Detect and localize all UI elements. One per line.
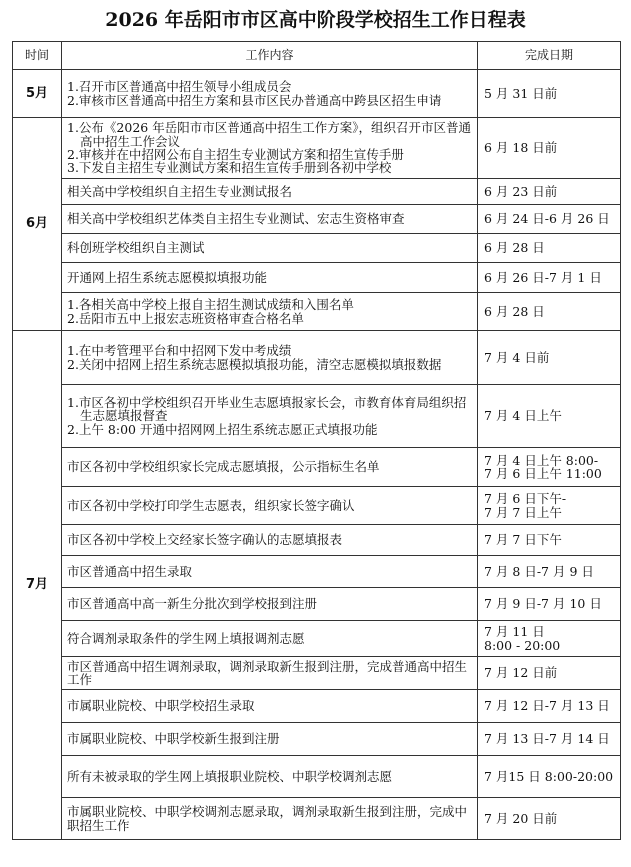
- table-row: [13, 723, 621, 756]
- work-item: 市区各初中学校组织家长完成志愿填报，公示指标生名单: [67, 459, 380, 475]
- completion-date-cell: [478, 448, 621, 487]
- table-row: [13, 70, 621, 118]
- completion-date: 6 月 18 日前: [484, 140, 558, 156]
- completion-date-cell: [478, 588, 621, 621]
- completion-date: 7 月 12 日-7 月 13 日: [484, 698, 610, 714]
- work-item: 开通网上招生系统志愿模拟填报功能: [67, 269, 268, 285]
- work-item: 1.市区各初中学校组织召开毕业生志愿填报家长会，市教育体育局组织招生志愿填报督查: [67, 394, 467, 424]
- header-content: 工作内容: [62, 42, 478, 70]
- table-row: [13, 756, 621, 798]
- completion-date-cell: [478, 179, 621, 205]
- work-content-cell: [62, 385, 478, 448]
- table-row: [13, 293, 621, 331]
- work-content-cell: [62, 657, 478, 690]
- completion-date: 7 月 4 日前: [484, 349, 550, 365]
- completion-date: 7 月 7 日下午: [484, 532, 562, 548]
- completion-date: 7 月 4 日上午: [484, 408, 562, 424]
- work-item: 2.关闭中招网上招生系统志愿模拟填报功能，清空志愿模拟填报数据: [67, 356, 442, 372]
- header-row: [13, 42, 621, 70]
- completion-date: 6 月 23 日前: [484, 183, 558, 199]
- completion-date: 7 月 6 日上午 11:00: [484, 466, 602, 481]
- work-content-cell: [62, 723, 478, 756]
- table-row: [13, 588, 621, 621]
- table-row: [13, 448, 621, 487]
- table-row: [13, 621, 621, 657]
- table-row: [13, 690, 621, 723]
- month-may: 5月: [13, 70, 62, 118]
- completion-date-cell: [478, 723, 621, 756]
- work-content-cell: [62, 448, 478, 487]
- completion-date-cell: [478, 556, 621, 588]
- work-item: 市区各初中学校打印学生志愿表，组织家长签字确认: [67, 497, 355, 513]
- work-content-cell: [62, 179, 478, 205]
- work-content-cell: [62, 234, 478, 263]
- header-date: 完成日期: [478, 42, 621, 70]
- table-row: [13, 205, 621, 234]
- completion-date: 7 月 8 日-7 月 9 日: [484, 563, 594, 579]
- work-item: 所有未被录取的学生网上填报职业院校、中职学校调剂志愿: [67, 768, 393, 784]
- completion-date-cell: [478, 205, 621, 234]
- work-item: 市属职业院校、中职学校调剂志愿录取，调剂录取新生报到注册，完成中职招生工作: [67, 804, 468, 833]
- work-item: 2.岳阳市五中上报宏志班资格审查合格名单: [67, 310, 304, 326]
- work-content-cell: [62, 263, 478, 293]
- work-item: 市属职业院校、中职学校新生报到注册: [67, 731, 280, 747]
- completion-date: 7 月 6 日下午-: [484, 491, 567, 507]
- completion-date-cell: [478, 70, 621, 118]
- work-content-cell: [62, 118, 478, 179]
- table-row: [13, 179, 621, 205]
- table-row: [13, 657, 621, 690]
- work-content-cell: [62, 487, 478, 525]
- work-item: 1.各相关高中学校上报自主招生测试成绩和入围名单: [67, 297, 354, 313]
- work-item: 相关高中学校组织艺体类自主招生专业测试、宏志生资格审查: [67, 211, 405, 227]
- month-june: 6月: [13, 118, 62, 331]
- table-row: [13, 234, 621, 263]
- completion-date: 5 月 31 日前: [484, 85, 558, 101]
- table-row: [13, 525, 621, 556]
- work-content-cell: [62, 621, 478, 657]
- work-item: 科创班学校组织自主测试: [67, 240, 205, 256]
- completion-date-cell: [478, 263, 621, 293]
- completion-date: 6 月 26 日-7 月 1 日: [484, 269, 602, 285]
- completion-date: 7 月 12 日前: [484, 665, 558, 681]
- completion-date: 6 月 24 日-6 月 26 日: [484, 211, 610, 227]
- completion-date-cell: [478, 756, 621, 798]
- completion-date: 7 月 13 日-7 月 14 日: [484, 731, 610, 747]
- completion-date-cell: [478, 487, 621, 525]
- work-content-cell: [62, 205, 478, 234]
- completion-date-cell: [478, 690, 621, 723]
- table-row: [13, 487, 621, 525]
- work-content-cell: [62, 293, 478, 331]
- completion-date: 7 月 9 日-7 月 10 日: [484, 596, 602, 612]
- work-item: 1.召开市区普通高中招生领导小组成员会: [67, 79, 292, 95]
- work-item: 市属职业院校、中职学校招生录取: [67, 698, 255, 714]
- work-content-cell: [62, 556, 478, 588]
- completion-date: 6 月 28 日: [484, 240, 545, 256]
- completion-date: 7 月 20 日前: [484, 810, 558, 826]
- work-item: 市区普通高中高一新生分批次到学校报到注册: [67, 596, 318, 612]
- work-content-cell: [62, 525, 478, 556]
- work-content-cell: [62, 70, 478, 118]
- work-item: 市区普通高中招生录取: [67, 563, 193, 579]
- completion-date-cell: [478, 798, 621, 840]
- completion-date-cell: [478, 118, 621, 179]
- work-item: 2.审核市区普通高中招生方案和县市区民办普通高中跨县区招生申请: [67, 92, 442, 108]
- completion-date-cell: [478, 525, 621, 556]
- work-item: 相关高中学校组织自主招生专业测试报名: [67, 183, 293, 199]
- work-item: 1.在中考管理平台和中招网下发中考成绩: [67, 343, 292, 359]
- completion-date: 7 月15 日 8:00-20:00: [484, 768, 614, 784]
- month-july: 7月: [13, 331, 62, 840]
- work-item: 市区普通高中招生调剂录取，调剂录取新生报到注册，完成普通高中招生工作: [67, 658, 468, 687]
- work-item: 2.审核并在中招网公布自主招生专业测试方案和招生宣传手册: [67, 147, 404, 162]
- completion-date: 7 月 7 日上午: [484, 504, 562, 520]
- schedule-body: [13, 70, 621, 840]
- table-row: [13, 798, 621, 840]
- table-row: [13, 118, 621, 179]
- work-content-cell: [62, 756, 478, 798]
- completion-date: 8:00 - 20:00: [484, 637, 561, 653]
- table-row: [13, 385, 621, 448]
- completion-date-cell: [478, 234, 621, 263]
- completion-date: 7 月 11 日: [484, 624, 545, 640]
- work-item: 3.下发自主招生专业测试方案和招生宣传手册到各初中学校: [67, 160, 392, 176]
- work-item: 2.上午 8:00 开通中招网网上招生系统志愿正式填报功能: [67, 421, 378, 437]
- work-content-cell: [62, 690, 478, 723]
- completion-date: 7 月 4 日上午 8:00-: [484, 452, 599, 468]
- completion-date-cell: [478, 657, 621, 690]
- work-item: 1.公布《2026 年岳阳市市区普通高中招生工作方案》，组织召开市区普通高中招生工作会议: [67, 120, 471, 149]
- table-row: [13, 263, 621, 293]
- table-row: [13, 331, 621, 385]
- header-time: 时间: [13, 42, 62, 70]
- completion-date-cell: [478, 385, 621, 448]
- page-title: 2026 年岳阳市市区高中阶段学校招生工作日程表: [105, 9, 526, 31]
- work-content-cell: [62, 331, 478, 385]
- completion-date-cell: [478, 331, 621, 385]
- table-row: [13, 556, 621, 588]
- work-content-cell: [62, 588, 478, 621]
- work-content-cell: [62, 798, 478, 840]
- completion-date-cell: [478, 293, 621, 331]
- completion-date: 6 月 28 日: [484, 303, 545, 319]
- completion-date-cell: [478, 621, 621, 657]
- work-item: 市区各初中学校上交经家长签字确认的志愿填报表: [67, 532, 343, 548]
- schedule-table: [12, 41, 621, 840]
- work-item: 符合调剂录取条件的学生网上填报调剂志愿: [67, 630, 305, 646]
